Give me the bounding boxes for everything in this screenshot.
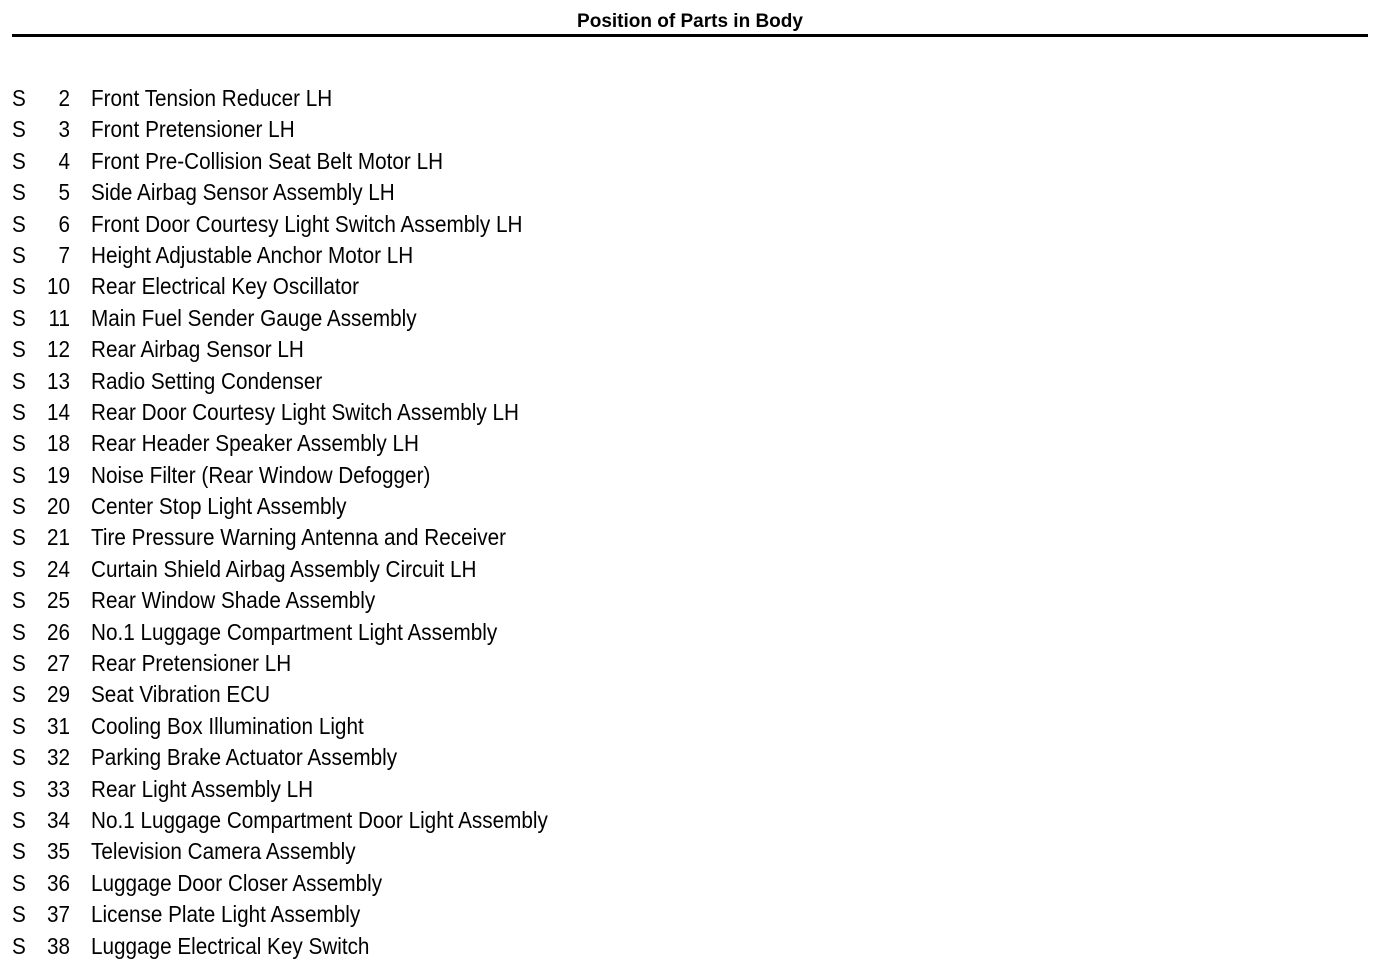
part-prefix: S <box>12 838 26 865</box>
list-item <box>0 742 700 773</box>
list-item <box>0 83 700 114</box>
part-name: Cooling Box Illumination Light <box>91 712 364 739</box>
part-name: Front Door Courtesy Light Switch Assembly LH <box>91 210 523 237</box>
parts-list <box>0 83 700 962</box>
part-prefix: S <box>12 901 26 928</box>
page-title: Position of Parts in Body <box>577 11 803 32</box>
list-item <box>0 114 700 145</box>
part-prefix: S <box>12 116 26 143</box>
list-item <box>0 366 700 397</box>
part-name: Curtain Shield Airbag Assembly Circuit LH <box>91 555 477 582</box>
part-prefix: S <box>12 618 26 645</box>
part-name: No.1 Luggage Compartment Door Light Assembly <box>91 806 548 833</box>
part-prefix: S <box>12 273 26 300</box>
part-name: Radio Setting Condenser <box>91 367 323 394</box>
part-number: 21 <box>46 524 70 551</box>
part-number: 37 <box>46 901 70 928</box>
list-item <box>0 334 700 365</box>
part-number: 2 <box>58 85 70 111</box>
list-item <box>0 554 700 585</box>
part-number: 10 <box>46 273 70 300</box>
part-number: 19 <box>46 461 70 488</box>
part-name: Front Pre-Collision Seat Belt Motor LH <box>91 147 444 174</box>
part-prefix: S <box>12 806 26 833</box>
list-item <box>0 209 700 240</box>
part-prefix: S <box>12 712 26 739</box>
list-item <box>0 899 700 930</box>
list-item <box>0 585 700 616</box>
part-prefix: S <box>12 179 26 206</box>
part-name: Rear Light Assembly LH <box>91 775 314 802</box>
list-item <box>0 931 700 962</box>
part-name: Front Tension Reducer LH <box>91 85 333 111</box>
part-number: 4 <box>58 147 70 174</box>
list-item <box>0 428 700 459</box>
list-item <box>0 271 700 302</box>
part-prefix: S <box>12 650 26 677</box>
list-item <box>0 460 700 491</box>
list-item <box>0 177 700 208</box>
part-number: 5 <box>58 179 70 206</box>
part-number: 25 <box>46 587 70 614</box>
list-item <box>0 397 700 428</box>
part-name: Luggage Door Closer Assembly <box>91 869 383 896</box>
list-item <box>0 868 700 899</box>
part-number: 3 <box>58 116 70 143</box>
part-number: 33 <box>46 775 70 802</box>
part-prefix: S <box>12 775 26 802</box>
part-prefix: S <box>12 524 26 551</box>
part-prefix: S <box>12 932 26 959</box>
part-number: 24 <box>46 555 70 582</box>
part-prefix: S <box>12 85 26 111</box>
part-prefix: S <box>12 147 26 174</box>
part-number: 13 <box>46 367 70 394</box>
part-prefix: S <box>12 430 26 457</box>
part-number: 34 <box>46 806 70 833</box>
list-item <box>0 491 700 522</box>
list-item <box>0 240 700 271</box>
list-item <box>0 648 700 679</box>
part-name: Height Adjustable Anchor Motor LH <box>91 241 414 268</box>
list-item <box>0 679 700 710</box>
part-number: 29 <box>46 681 70 708</box>
part-name: No.1 Luggage Compartment Light Assembly <box>91 618 498 645</box>
part-name: Noise Filter (Rear Window Defogger) <box>91 461 431 488</box>
part-prefix: S <box>12 241 26 268</box>
list-item <box>0 303 700 334</box>
list-item <box>0 522 700 553</box>
list-item <box>0 836 700 867</box>
part-number: 32 <box>46 744 70 771</box>
part-name: License Plate Light Assembly <box>91 901 361 928</box>
part-name: Main Fuel Sender Gauge Assembly <box>91 304 417 331</box>
part-name: Center Stop Light Assembly <box>91 493 347 520</box>
part-prefix: S <box>12 681 26 708</box>
part-number: 35 <box>46 838 70 865</box>
list-item <box>0 805 700 836</box>
part-name: Rear Window Shade Assembly <box>91 587 376 614</box>
part-number: 36 <box>46 869 70 896</box>
part-name: Luggage Electrical Key Switch <box>91 932 370 959</box>
part-prefix: S <box>12 304 26 331</box>
part-name: Front Pretensioner LH <box>91 116 295 143</box>
part-number: 27 <box>46 650 70 677</box>
title-divider <box>12 34 1368 37</box>
part-prefix: S <box>12 869 26 896</box>
part-number: 38 <box>46 932 70 959</box>
part-number: 31 <box>46 712 70 739</box>
part-name: Rear Door Courtesy Light Switch Assembly LH <box>91 398 519 425</box>
part-number: 12 <box>46 336 70 363</box>
part-name: Television Camera Assembly <box>91 838 356 865</box>
part-number: 26 <box>46 618 70 645</box>
part-number: 14 <box>46 398 70 425</box>
part-name: Parking Brake Actuator Assembly <box>91 744 398 771</box>
part-prefix: S <box>12 210 26 237</box>
part-name: Rear Pretensioner LH <box>91 650 292 677</box>
part-name: Rear Airbag Sensor LH <box>91 336 304 363</box>
part-prefix: S <box>12 336 26 363</box>
list-item <box>0 146 700 177</box>
part-prefix: S <box>12 493 26 520</box>
part-number: 6 <box>58 210 70 237</box>
part-number: 18 <box>46 430 70 457</box>
part-name: Rear Electrical Key Oscillator <box>91 273 360 300</box>
part-name: Rear Header Speaker Assembly LH <box>91 430 419 457</box>
part-prefix: S <box>12 555 26 582</box>
part-prefix: S <box>12 744 26 771</box>
part-number: 11 <box>48 304 70 331</box>
part-name: Tire Pressure Warning Antenna and Receiver <box>91 524 506 551</box>
part-name: Seat Vibration ECU <box>91 681 271 708</box>
part-prefix: S <box>12 587 26 614</box>
list-item <box>0 617 700 648</box>
part-prefix: S <box>12 461 26 488</box>
part-name: Side Airbag Sensor Assembly LH <box>91 179 395 206</box>
part-number: 7 <box>58 241 70 268</box>
part-prefix: S <box>12 398 26 425</box>
list-item <box>0 774 700 805</box>
part-number: 20 <box>46 493 70 520</box>
part-prefix: S <box>12 367 26 394</box>
list-item <box>0 711 700 742</box>
